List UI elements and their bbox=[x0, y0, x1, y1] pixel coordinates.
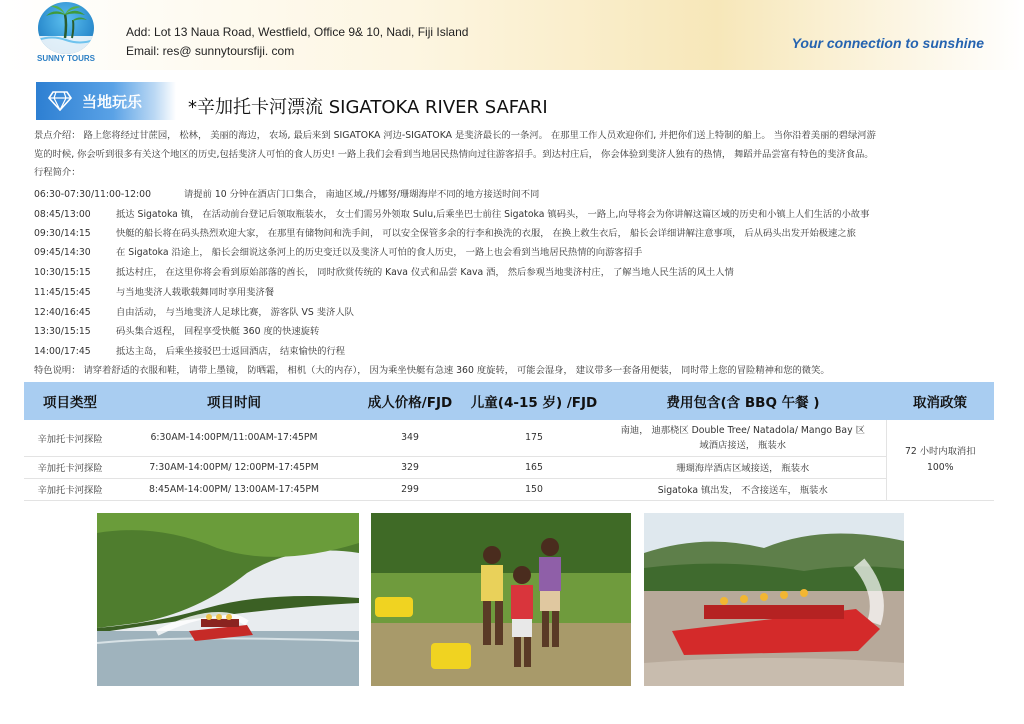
cell-type: 辛加托卡河探险 bbox=[24, 456, 116, 478]
cell-child-price: 175 bbox=[468, 420, 600, 456]
itinerary-desc: 抵达 Sigatoka 镇， 在活动前台登记后领取瓶装水， 女士们需另外领取 Sulu,后乘坐巴士前往 Sigatoka 镇码头， 一路上,向导将会为你讲解这篇区域的历史和小镇上人们生活的小故事 bbox=[116, 209, 870, 220]
includes-line: 域酒店接送， 瓶装水 bbox=[699, 439, 787, 451]
itinerary-time: 14:00/17:45 bbox=[34, 346, 91, 357]
itinerary-desc: 在 Sigatoka 沿途上， 船长会细说这条河上的历史变迁以及斐济人可怕的食人历史， 一路上也会看到当地居民热情的向游客招手 bbox=[116, 247, 643, 258]
itinerary-desc: 快艇的船长将在码头热烈欢迎大家， 在那里有储物间和洗手间， 可以安全保管多余的行李和换洗的衣服， 在换上救生衣后， 船长会详细讲解注意事项， 后从码头出发开始极速之旅 bbox=[116, 228, 856, 239]
itinerary-desc: 请提前 10 分钟在酒店门口集合， 南迪区域,/丹娜努/珊瑚海岸不同的地方接送时间不同 bbox=[184, 189, 540, 200]
banner-label: 当地玩乐 bbox=[82, 93, 143, 111]
photo-fijian-children bbox=[371, 513, 631, 686]
table-row bbox=[24, 478, 994, 500]
itinerary-time: 13:30/15:15 bbox=[34, 326, 91, 337]
page-title: *辛加托卡河漂流 SIGATOKA RIVER SAFARI bbox=[188, 97, 548, 118]
cancel-line: 72 小时内取消扣 bbox=[904, 445, 976, 457]
itinerary-row bbox=[34, 186, 539, 200]
cell-includes: Sigatoka 镇出发， 不含接送车， 瓶装水 bbox=[600, 478, 886, 500]
itinerary-time: 10:30/15:15 bbox=[34, 267, 91, 278]
cell-includes bbox=[600, 420, 886, 456]
itinerary-desc: 与当地斐济人载歌载舞同时享用斐济餐 bbox=[116, 287, 275, 298]
itinerary-row bbox=[34, 284, 274, 298]
intro-line: 览的时候, 你会听到很多有关这个地区的历史,包括斐济人可怕的食人历史! 一路上我们会看到当地居民热情向过往游客招手。到达村庄后， 你会体验到斐济人独有的热情， 舞蹈并品尝富有特色的斐济食品。 bbox=[34, 149, 874, 160]
itinerary-time: 08:45/13:00 bbox=[34, 209, 91, 220]
table-header-row bbox=[24, 382, 994, 420]
itinerary-time: 09:45/14:30 bbox=[34, 247, 91, 258]
itinerary-row bbox=[34, 343, 345, 357]
cell-adult-price: 329 bbox=[352, 456, 468, 478]
itinerary-row bbox=[34, 244, 642, 258]
itinerary-desc: 抵达主岛， 后乘坐接驳巴士返回酒店， 结束愉快的行程 bbox=[116, 346, 346, 357]
col-header-cancel: 取消政策 bbox=[886, 382, 994, 420]
photo-jetboat-river bbox=[97, 513, 359, 686]
itinerary-time: 09:30/14:15 bbox=[34, 228, 91, 239]
cell-type: 辛加托卡河探险 bbox=[24, 478, 116, 500]
photo-red-jetboat bbox=[644, 513, 904, 686]
diamond-icon bbox=[48, 91, 72, 111]
page-header bbox=[0, 0, 1024, 70]
features-note: 特色说明： 请穿着舒适的衣服和鞋， 请带上墨镜， 防晒霜， 相机（大的内存）， 因为乘坐快艇有急速 360 度旋转， 可能会湿身， 建议带多一套备用便装， 同时带上您的冒险精神和您的微笑。 bbox=[34, 365, 830, 376]
cell-includes: 珊瑚海岸酒店区域接送， 瓶装水 bbox=[600, 456, 886, 478]
logo-text: SUNNY TOURS bbox=[37, 54, 95, 63]
col-header-time: 项目时间 bbox=[116, 382, 352, 420]
itinerary-row bbox=[34, 323, 319, 337]
cell-type: 辛加托卡河探险 bbox=[24, 420, 116, 456]
itinerary-time: 12:40/16:45 bbox=[34, 307, 91, 318]
itinerary-time: 06:30-07:30/11:00-12:00 bbox=[34, 189, 152, 200]
cell-time: 8:45AM-14:00PM/ 13:00AM-17:45PM bbox=[116, 478, 352, 500]
cell-adult-price: 299 bbox=[352, 478, 468, 500]
col-header-child-price: 儿童(4-15 岁) /FJD bbox=[468, 382, 600, 420]
cancel-line: 100% bbox=[926, 461, 954, 473]
itinerary-desc: 自由活动， 与当地斐济人足球比赛， 游客队 VS 斐济人队 bbox=[116, 307, 354, 318]
intro-line: 景点介绍： 路上您将经过甘蔗园， 松林， 美丽的海边， 农场, 最后来到 SIGATOKA 河边-SIGATOKA 是斐济最长的一条河。 在那里工作人员欢迎你们, 并把你们送上特制的船上。 当你沿着美丽的碧绿河游 bbox=[34, 130, 876, 141]
cell-child-price: 150 bbox=[468, 478, 600, 500]
cell-time: 6:30AM-14:00PM/11:00AM-17:45PM bbox=[116, 420, 352, 456]
col-header-adult-price: 成人价格/FJD bbox=[352, 382, 468, 420]
table-row bbox=[24, 420, 994, 456]
cell-child-price: 165 bbox=[468, 456, 600, 478]
col-header-includes: 费用包含(含 BBQ 午餐 ) bbox=[600, 382, 886, 420]
company-slogan: Your connection to sunshine bbox=[791, 35, 984, 51]
itinerary-desc: 抵达村庄， 在这里你将会看到原始部落的酋长， 同时欣赏传统的 Kava 仪式和品尝 Kava 酒， 然后参观当地斐济村庄， 了解当地人民生活的风土人情 bbox=[116, 267, 734, 278]
itinerary-heading: 行程简介： bbox=[34, 167, 81, 178]
itinerary-desc: 码头集合返程， 回程享受快艇 360 度的快速旋转 bbox=[116, 326, 320, 337]
company-logo bbox=[32, 2, 100, 66]
itinerary-row bbox=[34, 225, 856, 239]
company-email: Email: res@ sunnytoursfiji. com bbox=[126, 44, 295, 58]
logo-palm-emblem bbox=[38, 2, 94, 54]
cell-cancel-policy bbox=[886, 420, 994, 500]
price-table bbox=[24, 382, 994, 501]
cell-time: 7:30AM-14:00PM/ 12:00PM-17:45PM bbox=[116, 456, 352, 478]
includes-line: 南迪， 迪那桡区 Double Tree/ Natadola/ Mango Bay 区 bbox=[620, 424, 865, 436]
table-row bbox=[24, 456, 994, 478]
itinerary-row bbox=[34, 206, 869, 220]
section-banner bbox=[36, 82, 176, 120]
company-address: Add: Lot 13 Naua Road, Westfield, Office 9& 10, Nadi, Fiji Island bbox=[126, 25, 469, 39]
cell-adult-price: 349 bbox=[352, 420, 468, 456]
col-header-type: 项目类型 bbox=[24, 382, 116, 420]
itinerary-row bbox=[34, 304, 354, 318]
itinerary-row bbox=[34, 264, 734, 278]
itinerary-time: 11:45/15:45 bbox=[34, 287, 91, 298]
